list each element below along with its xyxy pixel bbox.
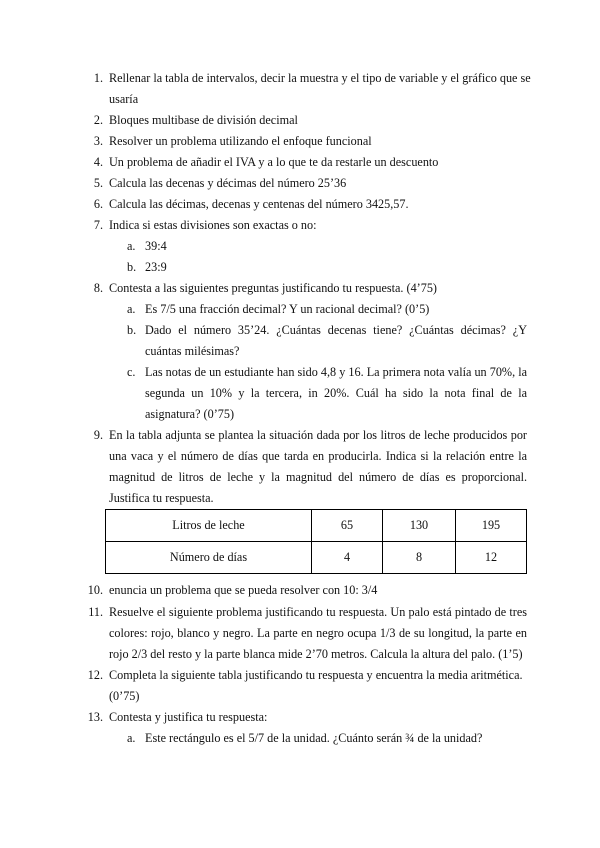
item-number: 12. [87, 668, 103, 682]
item-number: 4. [93, 155, 103, 169]
sub-text-cont: cuántas milésimas? [145, 344, 240, 358]
item-text: Indica si estas divisiones son exactas o no: [109, 218, 317, 232]
item-number: 11. [88, 605, 103, 619]
item-number: 8. [93, 281, 103, 295]
item-number: 2. [93, 113, 103, 127]
sub-marker: b. [127, 323, 137, 337]
sub-marker: a. [127, 302, 136, 316]
sub-text-cont: asignatura? (0’75) [145, 407, 234, 421]
item-text-cont: magnitud de litros de leche y la magnitud del número de días es proporcional. [109, 470, 527, 484]
sub-marker: a. [127, 731, 136, 745]
item-number: 13. [87, 710, 103, 724]
item-text: Rellenar la tabla de intervalos, decir la muestra y el tipo de variable y el gráfico que se [109, 71, 531, 85]
table-row [106, 542, 527, 574]
table-cell: 65 [312, 510, 383, 542]
table-row-label: Número de días [106, 542, 312, 574]
item-text-cont: rojo 2/3 del resto y la parte blanca mide 2’70 metros. Calcula la altura del palo. (1’5) [109, 647, 523, 661]
sub-text-cont: segunda un 10% y la tercera, in 20%. Cuál ha sido la nota final de la [145, 386, 527, 400]
item-number: 6. [93, 197, 103, 211]
sub-text: 23:9 [145, 260, 167, 274]
milk-days-table [105, 509, 527, 574]
item-text: Calcula las décimas, decenas y centenas del número 3425,57. [109, 197, 409, 211]
item-number: 7. [93, 218, 103, 232]
item-text: Un problema de añadir el IVA y a lo que te da restarle un descuento [109, 155, 439, 169]
sub-text: 39:4 [145, 239, 167, 253]
item-number: 3. [93, 134, 103, 148]
table-cell: 195 [456, 510, 527, 542]
sub-text: Este rectángulo es el 5/7 de la unidad. ¿Cuánto serán ¾ de la unidad? [145, 731, 483, 745]
table-cell: 130 [383, 510, 456, 542]
item-text: Contesta a las siguientes preguntas justificando tu respuesta. (4’75) [109, 281, 437, 295]
item-text: Bloques multibase de división decimal [109, 113, 298, 127]
sub-text: Las notas de un estudiante han sido 4,8 y 16. La primera nota valía un 70%, la [145, 365, 527, 379]
item-text-cont: usaría [109, 92, 139, 106]
item-number: 10. [87, 583, 103, 597]
table-row-label: Litros de leche [106, 510, 312, 542]
item-text-cont: colores: rojo, blanco y negro. La parte en negro ocupa 1/3 de su longitud, la parte en [109, 626, 527, 640]
item-text: enuncia un problema que se pueda resolver con 10: 3/4 [109, 583, 378, 597]
item-text-cont: (0’75) [109, 689, 140, 703]
sub-text: Es 7/5 una fracción decimal? Y un racional decimal? (0’5) [145, 302, 430, 316]
table-row [106, 510, 527, 542]
table-cell: 8 [383, 542, 456, 574]
item-text: Resolver un problema utilizando el enfoque funcional [109, 134, 372, 148]
item-number: 5. [93, 176, 103, 190]
item-number: 9. [93, 428, 103, 442]
item-text: Completa la siguiente tabla justificando tu respuesta y encuentra la media aritmética. [109, 668, 523, 682]
item-text: Contesta y justifica tu respuesta: [109, 710, 268, 724]
item-text-cont: Justifica tu respuesta. [109, 491, 214, 505]
table-cell: 12 [456, 542, 527, 574]
item-number: 1. [93, 71, 103, 85]
item-text: Calcula las decenas y décimas del número 25’36 [109, 176, 347, 190]
sub-marker: b. [127, 260, 137, 274]
item-text: En la tabla adjunta se plantea la situación dada por los litros de leche producidos por [109, 428, 527, 442]
item-text: Resuelve el siguiente problema justificando tu respuesta. Un palo está pintado de tres [109, 605, 527, 619]
item-text-cont: una vaca y el número de días que tarda en producirla. Indica si la relación entre la [109, 449, 527, 463]
sub-marker: c. [127, 365, 136, 379]
table-cell: 4 [312, 542, 383, 574]
sub-marker: a. [127, 239, 136, 253]
sub-text: Dado el número 35’24. ¿Cuántas decenas tiene? ¿Cuántas décimas? ¿Y [145, 323, 527, 337]
